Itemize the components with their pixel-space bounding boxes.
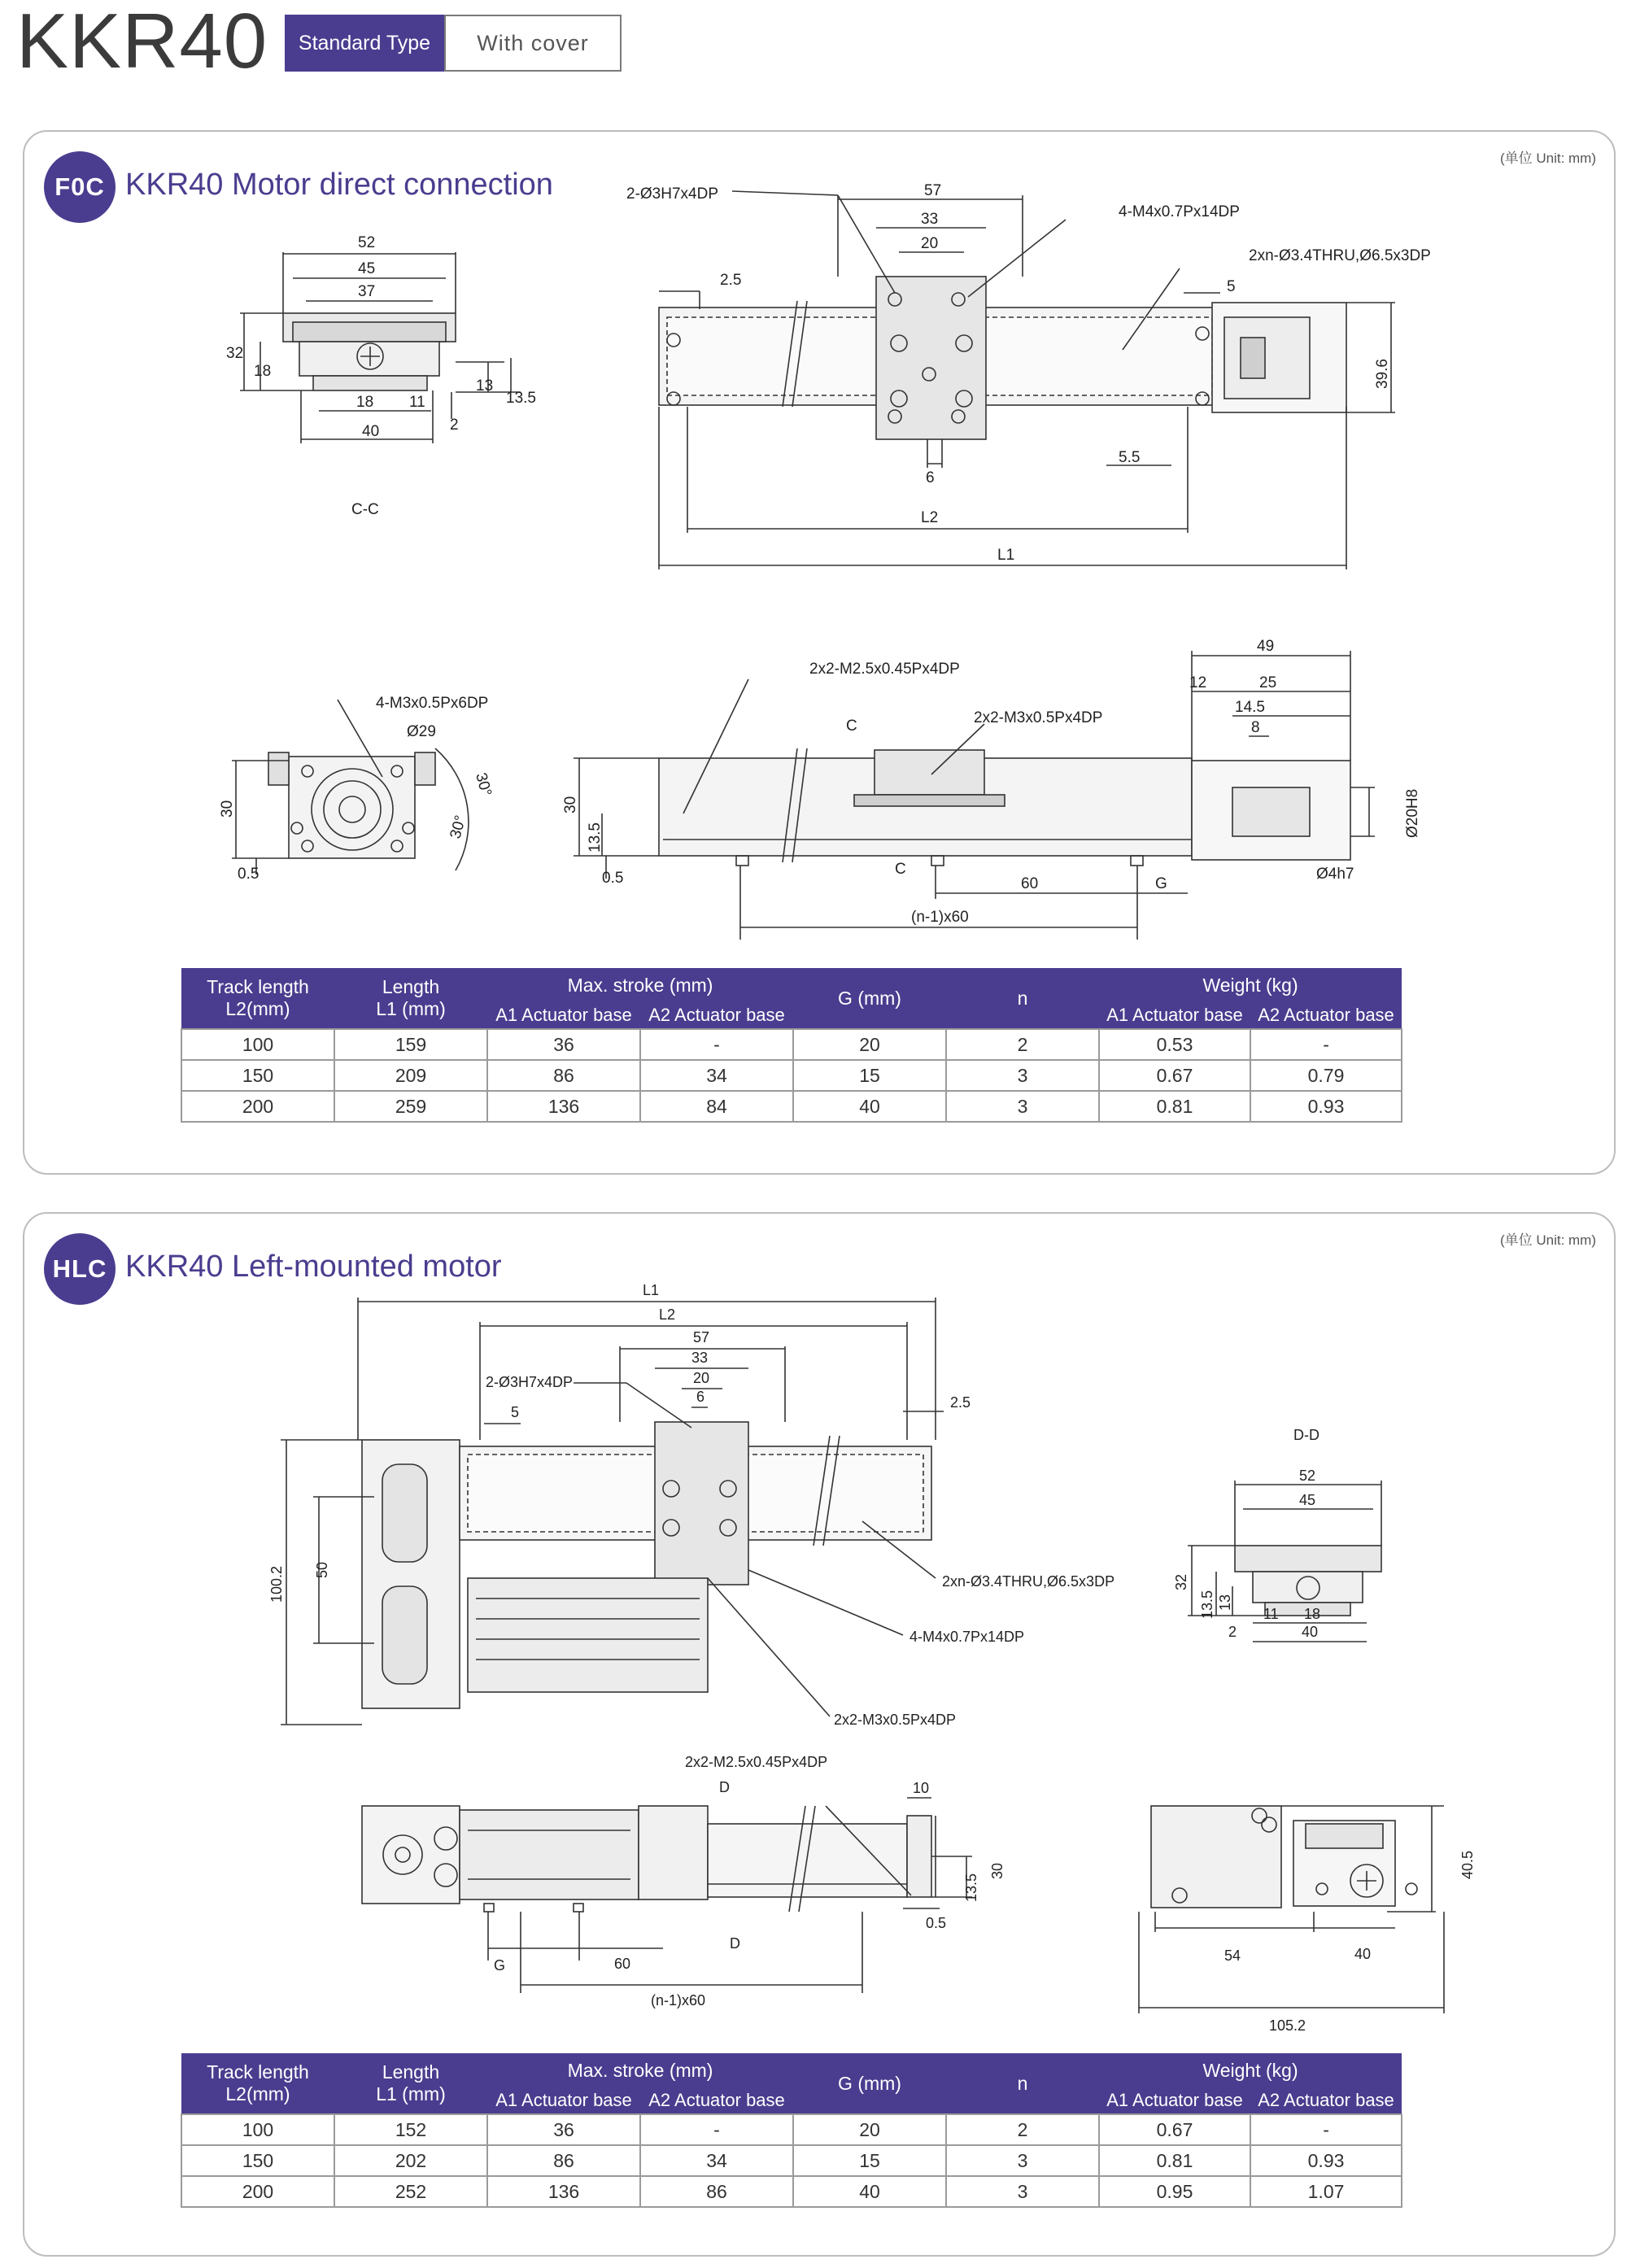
cell: 159 (334, 1029, 487, 1060)
header-a2: A2 Actuator base (1250, 2087, 1402, 2114)
header-max-stroke: Max. stroke (mm) (487, 2053, 793, 2087)
section-marker: C (895, 861, 906, 878)
dim-label: 57 (693, 1329, 710, 1346)
dim-label: 18 (254, 363, 272, 380)
f0c-spec-table (181, 968, 1402, 1123)
dim-label: 57 (924, 182, 942, 199)
cell: 3 (946, 2176, 1099, 2207)
table-row (181, 2176, 1402, 2207)
dim-label: 8 (1251, 719, 1260, 736)
dim-label: 20 (921, 235, 939, 252)
cell: 34 (640, 1060, 793, 1091)
header-length: Length L1 (mm) (334, 2053, 487, 2114)
header-a1: A1 Actuator base (487, 2087, 640, 2114)
cell: 36 (487, 1029, 640, 1060)
cell: 0.93 (1250, 1091, 1402, 1122)
dim-label: 30 (562, 796, 579, 813)
cell: 3 (946, 2145, 1099, 2176)
header-a2: A2 Actuator base (640, 1002, 793, 1029)
f0c-drawings (0, 163, 1627, 1017)
dim-label: 5 (511, 1404, 520, 1420)
header-a1: A1 Actuator base (1099, 1002, 1250, 1029)
dim-label: 33 (921, 211, 939, 228)
cell: 84 (640, 1091, 793, 1122)
cell: 0.79 (1250, 1060, 1402, 1091)
dim-label: G (1155, 875, 1167, 892)
cell: 86 (487, 2145, 640, 2176)
cell: 259 (334, 1091, 487, 1122)
dim-label: 2 (1228, 1624, 1237, 1640)
callout-label: 2x2-M3x0.5Px4DP (834, 1712, 957, 1728)
dim-label: 30° (472, 770, 495, 799)
header-a2: A2 Actuator base (640, 2087, 793, 2114)
dim-label: 13 (476, 377, 494, 395)
dim-label: 2.5 (950, 1394, 971, 1411)
dim-label: 30° (447, 813, 470, 841)
dim-label: 13.5 (963, 1873, 979, 1902)
view-label: C-C (351, 501, 379, 518)
header-a1: A1 Actuator base (487, 1002, 640, 1029)
dim-label: 2 (450, 417, 459, 434)
dim-label: 60 (1021, 875, 1039, 892)
cell: 2 (946, 2114, 1099, 2145)
standard-type-badge: Standard Type (285, 15, 444, 72)
header-weight: Weight (kg) (1099, 2053, 1402, 2087)
cell: 2 (946, 1029, 1099, 1060)
dim-label: 5 (1227, 278, 1236, 295)
header-g: G (mm) (793, 2053, 946, 2114)
cell: 100 (181, 1029, 334, 1060)
dim-label: 10 (913, 1780, 930, 1796)
dim-label: 52 (1299, 1468, 1316, 1484)
dim-label: 6 (696, 1389, 705, 1405)
table-row (181, 1029, 1402, 1060)
table-row (181, 1060, 1402, 1091)
cell: 200 (181, 2176, 334, 2207)
hlc-side-view-drawing (362, 1798, 972, 1993)
header-a2: A2 Actuator base (1250, 1002, 1402, 1029)
cell: 20 (793, 2114, 946, 2145)
cell: 0.93 (1250, 2145, 1402, 2176)
dim-label: L1 (643, 1282, 660, 1298)
table-row (181, 1091, 1402, 1122)
cell: 86 (640, 2176, 793, 2207)
table-row (181, 2114, 1402, 2145)
section-marker: D (719, 1779, 730, 1795)
dim-label: 0.5 (926, 1915, 947, 1931)
dim-label: Ø29 (407, 723, 436, 740)
dim-label: 45 (1299, 1492, 1316, 1508)
dim-label: Ø4h7 (1316, 866, 1354, 883)
cell: 200 (181, 1091, 334, 1122)
header-n: n (946, 968, 1099, 1029)
cell: 20 (793, 1029, 946, 1060)
dim-label: L1 (997, 547, 1015, 564)
dim-label: (n-1)x60 (911, 909, 969, 926)
header-n: n (946, 2053, 1099, 2114)
cell: 36 (487, 2114, 640, 2145)
dim-label: 18 (1304, 1606, 1321, 1622)
cell: 150 (181, 1060, 334, 1091)
dim-label: 39.6 (1374, 359, 1391, 389)
cell: 15 (793, 2145, 946, 2176)
dim-label: 40.5 (1459, 1850, 1476, 1879)
cell: 0.67 (1099, 1060, 1250, 1091)
dim-label: (n-1)x60 (651, 1992, 706, 2008)
dim-label: 37 (358, 283, 376, 300)
dim-label: 0.5 (602, 870, 624, 887)
cell: - (1250, 1029, 1402, 1060)
unit-note: (单位 Unit: mm) (1499, 150, 1596, 166)
callout-label: 2x2-M2.5x0.45Px4DP (809, 661, 960, 678)
dim-label: 0.5 (238, 866, 260, 883)
header-track-length: Track length L2(mm) (181, 2053, 334, 2114)
callout-label: 2xn-Ø3.4THRU,Ø6.5x3DP (942, 1573, 1115, 1590)
section-marker: C (846, 717, 857, 735)
cell: 3 (946, 1060, 1099, 1091)
dim-label: Ø20H8 (1404, 788, 1421, 838)
dim-label: 30 (989, 1862, 1005, 1879)
callout-label: 2-Ø3H7x4DP (626, 185, 718, 203)
cell: 0.81 (1099, 1091, 1250, 1122)
cell: 209 (334, 1060, 487, 1091)
cell: 0.67 (1099, 2114, 1250, 2145)
dim-label: 60 (614, 1956, 631, 1972)
dim-label: 11 (409, 394, 425, 411)
dim-label: 100.2 (268, 1565, 285, 1603)
header-weight: Weight (kg) (1099, 968, 1402, 1002)
header-track-length: Track length L2(mm) (181, 968, 334, 1029)
callout-label: 2x2-M2.5x0.45Px4DP (685, 1754, 828, 1770)
dim-label: 32 (226, 345, 244, 362)
hlc-spec-table (181, 2053, 1402, 2208)
cc-section-drawing (240, 252, 521, 443)
callout-label: 4-M4x0.7Px14DP (909, 1629, 1025, 1645)
header-length: Length L1 (mm) (334, 968, 487, 1029)
cell: - (1250, 2114, 1402, 2145)
header-max-stroke: Max. stroke (mm) (487, 968, 793, 1002)
dim-label: 40 (1354, 1946, 1372, 1962)
dim-label: 6 (926, 469, 935, 486)
hlc-drawings (0, 1277, 1627, 2091)
header-g: G (mm) (793, 968, 946, 1029)
dim-label: 25 (1259, 674, 1277, 691)
section-title: KKR40 Left-mounted motor (125, 1250, 502, 1284)
callout-label: 2x2-M3x0.5Px4DP (974, 709, 1103, 726)
table-row (181, 2145, 1402, 2176)
cell: 100 (181, 2114, 334, 2145)
dim-label: 13 (1217, 1594, 1233, 1611)
dim-label: L2 (659, 1306, 676, 1323)
dim-label: 13.5 (1199, 1590, 1215, 1619)
header-a1: A1 Actuator base (1099, 2087, 1250, 2114)
cell: - (640, 2114, 793, 2145)
model-title: KKR40 (16, 0, 268, 85)
dim-label: 5.5 (1119, 449, 1141, 466)
dim-label: G (494, 1957, 506, 1974)
cell: 136 (487, 1091, 640, 1122)
dim-label: 13.5 (587, 822, 604, 853)
hlc-top-view-drawing (281, 1298, 944, 1725)
cell: 0.53 (1099, 1029, 1250, 1060)
cell: 40 (793, 2176, 946, 2207)
cell: 0.81 (1099, 2145, 1250, 2176)
section-marker: D (730, 1935, 740, 1952)
cell: 34 (640, 2145, 793, 2176)
cell: 152 (334, 2114, 487, 2145)
dim-label: 32 (1173, 1573, 1189, 1590)
unit-note: (单位 Unit: mm) (1499, 1232, 1596, 1248)
dim-label: 13.5 (506, 390, 536, 407)
dim-label: 105.2 (1269, 2017, 1306, 2034)
dim-label: 33 (691, 1350, 709, 1366)
dim-label: 20 (693, 1370, 710, 1386)
dim-label: 30 (219, 800, 236, 818)
cell: 15 (793, 1060, 946, 1091)
cell: 1.07 (1250, 2176, 1402, 2207)
dim-label: L2 (921, 509, 939, 526)
dim-label: 52 (358, 234, 376, 251)
dim-label: 18 (356, 394, 374, 411)
hlc-end-view-drawing (1139, 1806, 1444, 2013)
dim-label: 54 (1224, 1947, 1241, 1964)
cell: 202 (334, 2145, 487, 2176)
view-label: D-D (1293, 1427, 1319, 1443)
section-code-badge: HLC (44, 1233, 116, 1305)
cell: 0.95 (1099, 2176, 1250, 2207)
dim-label: 40 (362, 423, 380, 440)
cell: 40 (793, 1091, 946, 1122)
section-title: KKR40 Motor direct connection (125, 168, 553, 202)
dim-label: 49 (1257, 638, 1275, 655)
callout-label: 2xn-Ø3.4THRU,Ø6.5x3DP (1249, 247, 1431, 264)
callout-label: 4-M3x0.5Px6DP (376, 695, 489, 712)
cell: 136 (487, 2176, 640, 2207)
section-code-badge: F0C (44, 151, 116, 223)
cell: 86 (487, 1060, 640, 1091)
dim-label: 14.5 (1235, 699, 1265, 716)
cell: 150 (181, 2145, 334, 2176)
side-view-drawing (574, 651, 1375, 940)
dd-section-drawing (1188, 1481, 1381, 1642)
cell: 252 (334, 2176, 487, 2207)
with-cover-badge: With cover (444, 15, 622, 72)
callout-label: 4-M4x0.7Px14DP (1119, 203, 1240, 220)
dim-label: 40 (1302, 1624, 1319, 1640)
dim-label: 50 (314, 1561, 330, 1578)
dim-label: 11 (1263, 1606, 1279, 1622)
callout-label: 2-Ø3H7x4DP (486, 1374, 574, 1390)
cell: 3 (946, 1091, 1099, 1122)
dim-label: 12 (1189, 674, 1207, 691)
dim-label: 2.5 (720, 272, 742, 289)
cell: - (640, 1029, 793, 1060)
dim-label: 45 (358, 260, 376, 277)
